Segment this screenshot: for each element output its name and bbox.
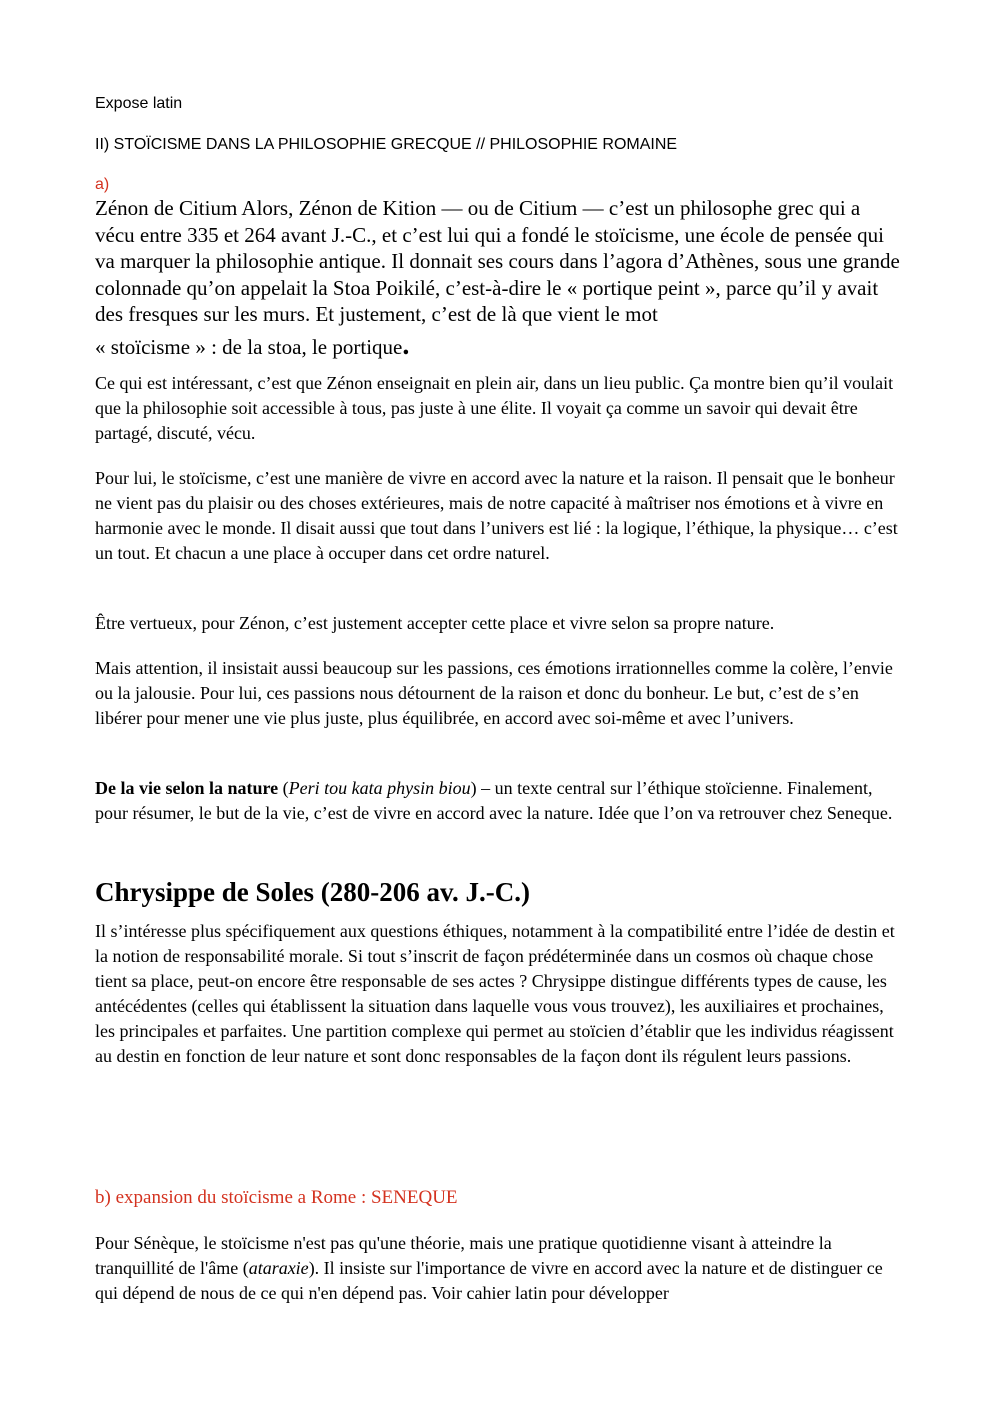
zenon-intro-paragraph (95, 195, 900, 360)
zenon-intro-text: Zénon de Citium Alors, Zénon de Kition — ou de Citium — c’est un philosophe grec qui a vécu entre 335 et 264 avant J.-C., et c’est lui qui a fondé le stoïcisme, une école de pensée qui va marquer la philosophie antique. Il donnait ses cours dans l’agora d’Athènes, sous une grande colonnade qu’on appelait la Stoa Poikilé, c’est-à-dire le « portique peint », parce qu’il y avait des fresques sur les murs. Et justement, c’est de là que vient le mot (95, 196, 900, 326)
section-title: II) STOÏCISME DANS LA PHILOSOPHIE GRECQUE // PHILOSOPHIE ROMAINE (95, 136, 678, 153)
ataraxie-term: ataraxie (248, 1258, 309, 1278)
zenon-intro-last-text: « stoïcisme » : de la stoa, le portique (95, 334, 403, 359)
subsection-b-heading: b) expansion du stoïcisme a Rome : SENEQUE (95, 1187, 458, 1208)
paragraph-vertueux: Être vertueux, pour Zénon, c’est justement accepter cette place et vivre selon sa propre nature. (95, 613, 775, 633)
zenon-intro-last-line (95, 329, 410, 361)
book-title-bold: De la vie selon la nature (95, 778, 279, 798)
paragraph-pour-lui: Pour lui, le stoïcisme, c’est une manière de vivre en accord avec la nature et la raison. Il pensait que le bonheur ne vient pas du plaisir ou des choses extérieures, mais de notre capacité à maîtriser nos émotions et à vivre en harmonie avec le monde. Il disait aussi que tout dans l’univers est lié : la logique, l’éthique, la physique… c’est un tout. Et chacun a une place à occuper dans cet ordre naturel. (95, 468, 898, 563)
paragraph-vie-selon-nature: De la vie selon la nature (Peri tou kata physin biou) – un texte central sur l’éthique stoïcienne. Finalement, pour résumer, le but de la vie, c’est de vivre en accord avec la nature. Idée que l’on va retrouver chez Seneque. (95, 778, 893, 823)
paragraph-passions: Mais attention, il insistait aussi beaucoup sur les passions, ces émotions irrationnelles comme la colère, l’envie ou la jalousie. Pour lui, ces passions nous détournent de la raison et donc du bonheur. Le but, c’est de s’en libérer pour mener une vie plus juste, plus équilibrée, en accord avec soi-même et avec l’univers. (95, 658, 893, 728)
document-label: Expose latin (95, 95, 183, 112)
chrysippe-paragraph: Il s’intéresse plus spécifiquement aux questions éthiques, notamment à la compatibilité entre l’idée de destin et la notion de responsabilité morale. Si tout s’inscrit de façon prédéterminée dans un cosmos où chaque chose tient sa place, peut-on encore être responsable de ses actes ? Chrysippe distingue différents types de cause, les antécédentes (celles qui établissent la situation dans laquelle vous vous trouvez), les auxiliaires et prochaines, les principales et parfaites. Une partition complexe qui permet au stoïcien d’établir que les individus réagissent au destin en fonction de leur nature et sont donc responsables de la façon dont ils régulent leurs passions. (95, 921, 895, 1066)
seneque-paragraph: Pour Sénèque, le stoïcisme n'est pas qu'une théorie, mais une pratique quotidienne visant à atteindre la tranquillité de l'âme (ataraxie). Il insiste sur l'importance de vivre en accord avec la nature et de distinguer ce qui dépend de nous de ce qui n'en dépend pas. Voir cahier latin pour développer (95, 1233, 883, 1303)
subsection-a-label: a) (95, 176, 110, 193)
book-title-greek: Peri tou kata physin biou (288, 778, 471, 798)
zenon-intro-dot: . (402, 329, 410, 361)
paragraph-interessant: Ce qui est intéressant, c’est que Zénon enseignait en plein air, dans un lieu public. Ça montre bien qu’il voulait que la philosophie soit accessible à tous, pas juste à une élite. Il voyait ça comme un savoir qui devait être partagé, discuté, vécu. (95, 373, 894, 443)
chrysippe-heading: Chrysippe de Soles (280-206 av. J.-C.) (95, 877, 531, 907)
